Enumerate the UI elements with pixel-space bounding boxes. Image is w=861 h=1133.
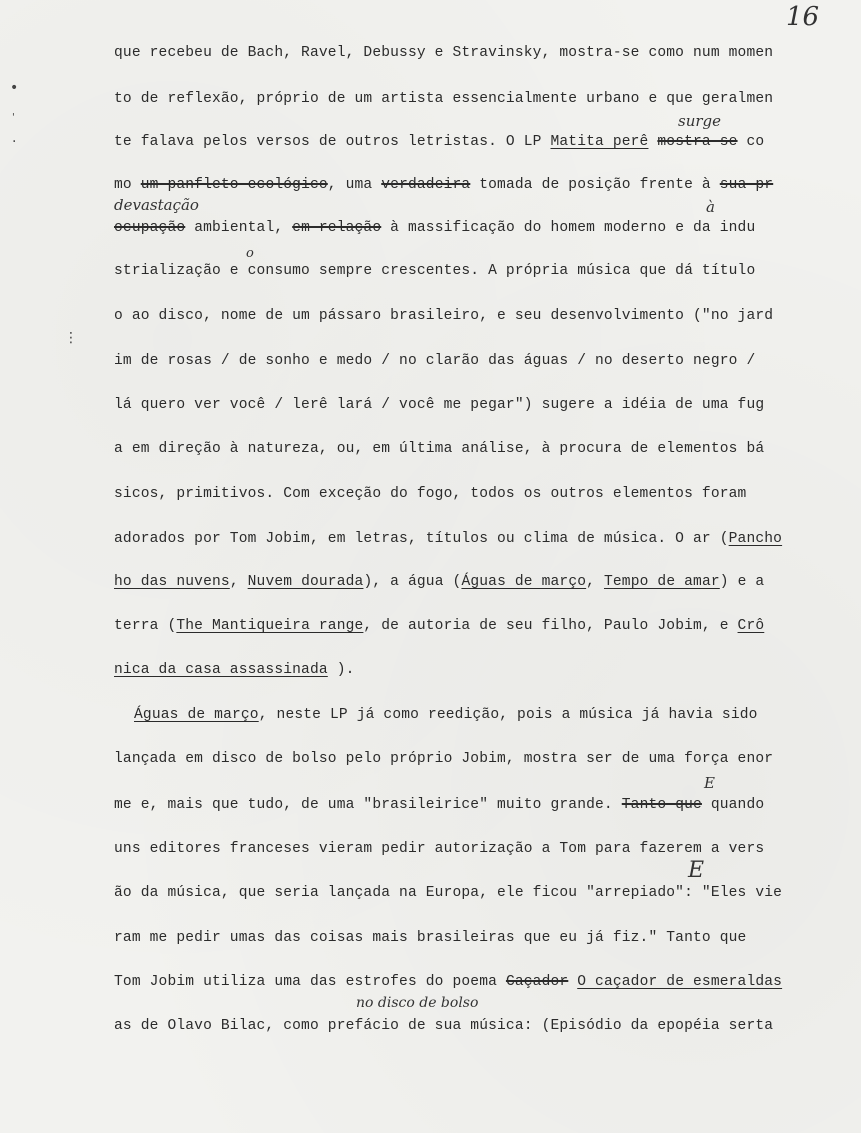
text-line-13-mid: ), a água ( (363, 574, 462, 590)
text-line-22-start: Tom Jobim utiliza uma das estrofes do poema (114, 974, 506, 990)
text-line-5-start: ambiental, (194, 220, 293, 236)
text-line-17: lançada em disco de bolso pelo próprio Jobim, mostra ser de uma força enor (114, 751, 774, 767)
text-line-4 (114, 176, 773, 194)
text-line-21: ram me pedir umas das coisas mais brasileiras que eu já fiz." Tanto que (114, 930, 747, 946)
text-line-4-tail: tomada de posição frente à (470, 177, 720, 193)
handwritten-e-mark-2: E (688, 858, 705, 883)
text-line-23: as de Olavo Bilac, como prefácio de sua música: (Episódio da epopéia serta (114, 1018, 774, 1034)
text-line-18-start: me e, mais que tudo, de uma "brasileirice" muito grande. (114, 797, 622, 813)
text-line-12 (114, 530, 782, 548)
page-number: 16 (786, 2, 820, 32)
margin-dot-1: • (10, 80, 19, 96)
text-line-14 (114, 617, 764, 635)
handwritten-surge: surge (678, 112, 722, 130)
text-line-5-tail: à massificação do homem moderno e da indu (381, 220, 756, 236)
handwritten-e-mark-1: E (704, 774, 715, 792)
song-title-tempo-de-amar: Tempo de amar (603, 574, 720, 590)
text-line-4-mid: , uma (327, 177, 382, 193)
text-line-20: ão da música, que seria lançada na Europa, ele ficou "arrepiado": "Eles vie (114, 885, 783, 901)
struck-word-verdadeira: verdadeira (381, 177, 471, 193)
text-line-22 (114, 973, 782, 991)
song-title-aguas-de-marco-2: Águas de março (134, 707, 259, 723)
handwritten-devastacao: devastação (114, 196, 199, 214)
text-line-3-tail: co (737, 134, 765, 150)
song-title-mantiqueira-range: The Mantiqueira range (176, 618, 364, 634)
struck-phrase-em-relacao: em relação (292, 220, 382, 236)
separator-2: , (586, 574, 604, 590)
text-line-1: que recebeu de Bach, Ravel, Debussy e Stravinsky, mostra-se como num momen (114, 45, 774, 61)
text-line-7: o ao disco, nome de um pássaro brasileiro, e seu desenvolvimento ("no jard (114, 308, 774, 324)
margin-dot-3: · (12, 134, 17, 150)
text-line-14-start: terra ( (114, 618, 177, 634)
text-line-13 (114, 573, 764, 591)
text-line-2: to de reflexão, próprio de um artista essencialmente urbano e que geralmen (114, 91, 774, 107)
text-line-11: sicos, primitivos. Com exceção do fogo, todos os outros elementos foram (114, 486, 747, 502)
text-line-4-start: mo (114, 177, 141, 193)
text-line-3-start: te falava pelos versos de outros letristas. O LP (114, 134, 551, 150)
struck-word-mostra-se: mostra-se (657, 134, 738, 150)
text-line-12-start: adorados por Tom Jobim, em letras, títulos ou clima de música. O ar ( (114, 531, 729, 547)
text-line-9: lá quero ver você / lerê lará / você me pegar") sugere a idéia de uma fug (114, 397, 765, 413)
handwritten-o-insert: o (246, 246, 254, 261)
text-line-5 (114, 219, 755, 237)
text-line-3 (114, 133, 764, 151)
text-line-19: uns editores franceses vieram pedir autorização a Tom para fazerem a vers (114, 841, 765, 857)
text-line-10: a em direção à natureza, ou, em última análise, à procura de elementos bá (114, 441, 765, 457)
text-line-8: im de rosas / de sonho e medo / no clarão das águas / no deserto negro / (114, 353, 756, 369)
song-title-cronica-start: Crô (737, 618, 765, 634)
margin-mark-4: ⋮ (64, 330, 78, 346)
struck-phrase-panfleto: um panfleto ecológico (140, 177, 328, 193)
struck-word-ocupacao: ocupação (114, 220, 186, 236)
song-title-pancho-start: Pancho (728, 531, 783, 547)
text-line-18-tail: quando (701, 797, 765, 813)
handwritten-no-disco-de-bolso: no disco de bolso (356, 995, 479, 1011)
separator: , (229, 574, 248, 590)
handwritten-a-accent: à (706, 198, 715, 216)
struck-word-cacador: Caçador (505, 974, 569, 990)
text-line-18 (114, 796, 764, 814)
song-title-cronica-end: nica da casa assassinada (114, 662, 328, 678)
song-title-nuvem-dourada: Nuvem dourada (247, 574, 364, 590)
album-title-matita-pere: Matita perê (550, 134, 649, 150)
struck-word-tanto-que: Tanto que (621, 797, 702, 813)
text-line-16-tail: , neste LP já como reedição, pois a música já havia sido (258, 707, 758, 723)
struck-word-sua-pr: sua pr (719, 177, 774, 193)
text-line-6: strialização e consumo sempre crescentes. A própria música que dá título (114, 263, 756, 279)
margin-dot-2: ' (12, 112, 15, 123)
song-title-aguas-de-marco: Águas de março (461, 574, 587, 590)
space (568, 974, 577, 990)
poem-title-cacador-de-esmeraldas: O caçador de esmeraldas (577, 974, 783, 990)
song-title-pancho-end: ho das nuvens (114, 574, 230, 590)
text-line-13-tail: ) e a (719, 574, 765, 590)
text-line-15 (114, 661, 355, 679)
text-line-16 (134, 706, 758, 724)
text-line-14-mid: , de autoria de seu filho, Paulo Jobim, e (363, 618, 738, 634)
text-line-15-tail: ). (327, 662, 355, 678)
